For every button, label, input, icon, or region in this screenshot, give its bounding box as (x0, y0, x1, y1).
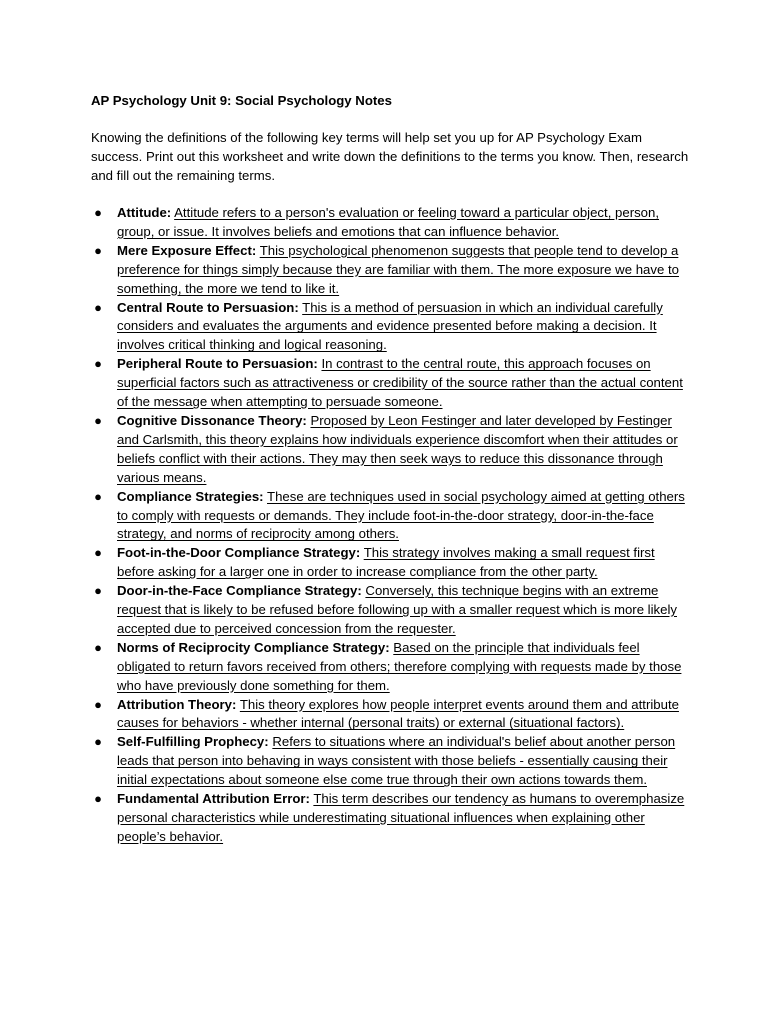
term-name: Attribution Theory: (117, 696, 237, 712)
term-name: Self-Fulfilling Prophecy: (117, 734, 269, 750)
bullet-icon: ● (94, 791, 102, 807)
term-name: Cognitive Dissonance Theory: (117, 412, 307, 428)
term-definition: This psychological phenomenon suggests that people tend to develop a preference for things simply because they are familiar with them. The more exposure we have to something, the more we tend to like it. (117, 242, 679, 296)
term-name: Norms of Reciprocity Compliance Strategy: (117, 639, 390, 655)
bullet-icon: ● (94, 488, 102, 504)
bullet-icon: ● (94, 583, 102, 599)
term-item (91, 204, 691, 242)
term-item (91, 355, 691, 412)
term-item (91, 696, 691, 734)
bullet-icon: ● (94, 205, 102, 220)
term-definition: This is a method of persuasion in which an individual carefully considers and evaluates the arguments and evidence presented before making a decision. It involves critical thinking and logical reasoning. (117, 299, 663, 353)
term-item (91, 639, 691, 696)
term-definition: This theory explores how people interpret events around them and attribute causes for behaviors - whether internal (personal traits) or external (situational factors). (117, 696, 679, 731)
term-definition: Based on the principle that individuals feel obligated to return favors received from others; therefore complying with requests made by those who have previously done something for them. (117, 639, 682, 693)
bullet-icon: ● (94, 356, 102, 372)
term-name: Compliance Strategies: (117, 488, 264, 504)
term-definition: Proposed by Leon Festinger and later developed by Festinger and Carlsmith, this theory explains how individuals experience discomfort when their attitudes or beliefs conflict with their actions. They may then seek ways to reduce this dissonance through various means. (117, 412, 678, 485)
term-name: Foot-in-the-Door Compliance Strategy: (117, 545, 361, 561)
bullet-icon: ● (94, 734, 102, 750)
term-item (91, 412, 691, 488)
term-name: Peripheral Route to Persuasion: (117, 356, 318, 372)
term-item (91, 733, 691, 790)
term-item (91, 790, 691, 847)
term-item (91, 299, 691, 356)
document-title: AP Psychology Unit 9: Social Psychology Notes (91, 93, 392, 108)
term-item (91, 544, 691, 582)
bullet-icon: ● (94, 299, 102, 315)
bullet-icon: ● (94, 696, 102, 712)
bullet-icon: ● (94, 545, 102, 561)
bullet-icon: ● (94, 639, 102, 655)
term-definition: Attitude refers to a person's evaluation or feeling toward a particular object, person, group, or issue. It involves beliefs and emotions that can influence behavior. (117, 205, 660, 239)
term-item (91, 582, 691, 639)
key-terms-list (91, 204, 691, 847)
term-definition: Conversely, this technique begins with an extreme request that is likely to be refused before following up with a smaller request which is more likely accepted due to perceived concession from the requester. (117, 583, 677, 636)
term-name: Door-in-the-Face Compliance Strategy: (117, 583, 362, 599)
bullet-icon: ● (94, 242, 102, 258)
term-item (91, 242, 691, 299)
term-definition: In contrast to the central route, this approach focuses on superficial factors such as attractiveness or credibility of the source rather than the actual content of the message when attempting to persuade someone. (117, 356, 683, 410)
term-item (91, 488, 691, 545)
term-name: Fundamental Attribution Error: (117, 791, 310, 807)
bullet-icon: ● (94, 412, 102, 428)
term-definition: This strategy involves making a small request first before asking for a larger one in order to increase compliance from the other party. (117, 545, 655, 580)
term-name: Mere Exposure Effect: (117, 242, 257, 258)
term-name: Central Route to Persuasion: (117, 299, 299, 315)
term-definition: Refers to situations where an individual's belief about another person leads that person into behaving in ways consistent with those beliefs - essentially causing their initial expectations about someone else come true through their own actions towards them. (117, 734, 676, 788)
term-name: Attitude: (117, 205, 172, 220)
intro-paragraph: Knowing the definitions of the following key terms will help set you up for AP Psychology Exam success. Print out this worksheet and write down the definitions to the terms you know. Then, research and fill out the remaining terms. (91, 130, 689, 183)
term-definition: These are techniques used in social psychology aimed at getting others to comply with requests or demands. They include foot-in-the-door strategy, door-in-the-face strategy, and norms of reciprocity among others. (117, 488, 685, 542)
term-definition: This term describes our tendency as humans to overemphasize personal characteristics while underestimating situational influences when explaining other people’s behavior. (117, 791, 685, 844)
